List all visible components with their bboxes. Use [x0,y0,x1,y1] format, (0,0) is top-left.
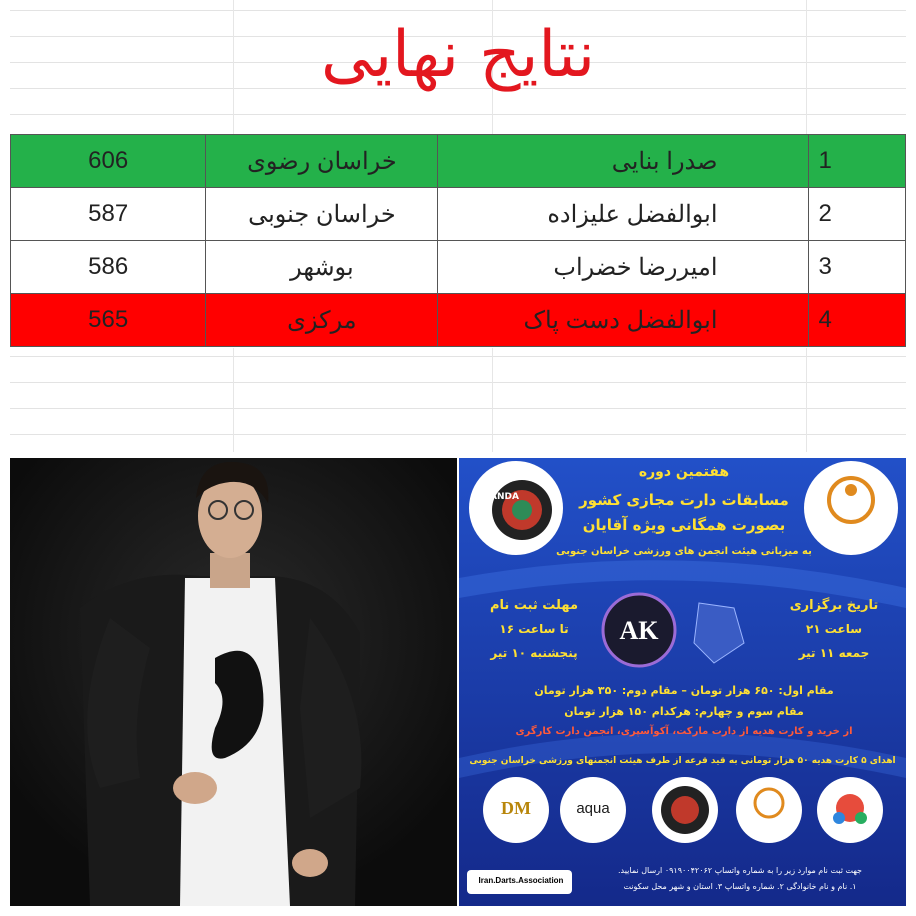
prize-line-2: مقام سوم و چهارم: هرکدام ۱۵۰ هزار تومان [564,705,804,718]
footer-line-2: ۱. نام و نام خانوادگی ۲. شماره واتساپ ۳. استان و شهر محل سکونت [623,882,857,891]
registration-label: مهلت ثبت نام [490,598,578,613]
poster-host: به میزبانی هیئت انجمن های ورزشی خراسان جنوبی [556,546,812,557]
poster-competition: مسابقات دارت مجازی کشور [579,491,789,509]
province-cell: مرکزی [206,294,438,347]
rank-cell: 1 [808,135,905,188]
event-day: جمعه ۱۱ تیر [798,646,870,660]
poster-edition: هفتمین دوره [638,464,730,480]
aqua-logo: aqua [576,800,610,817]
iranda-letters: IRANDA [479,492,519,502]
score-cell: 586 [11,241,206,294]
footer-line-1: جهت ثبت نام موارد زیر را به شماره واتساپ ۰۹۱۹۰۰۴۲۰۶۲ ارسال نمایید. [618,866,862,875]
grid-line [10,114,906,115]
page-title: نتایج نهایی [320,18,596,92]
grid-line [492,348,493,452]
result-row [11,188,906,241]
rank-cell: 3 [808,241,905,294]
grid-line [10,382,906,383]
registration-time: تا ساعت ۱۶ [499,622,569,636]
grid-line [233,348,234,452]
score-cell: 606 [11,135,206,188]
province-cell: بوشهر [206,241,438,294]
result-row [11,241,906,294]
player-portrait-illustration [10,458,457,906]
rank-cell: 2 [808,188,905,241]
score-cell: 565 [11,294,206,347]
province-cell: خراسان جنوبی [206,188,438,241]
score-cell: 587 [11,188,206,241]
grid-line [10,434,906,435]
poster-subtitle: بصورت همگانی ویژه آقایان [582,516,786,534]
grid-line [10,356,906,357]
province-cell: خراسان رضوی [206,135,438,188]
result-row [11,135,906,188]
prize-line-4: اهدای ۵ کارت هدیه ۵۰ هزار تومانی به قید قرعه از طرف هیئت انجمنهای ورزشی خراسان جنوبی [469,756,896,766]
rank-cell: 4 [808,294,905,347]
instagram-handle: Iran.Darts.Association [478,876,564,885]
result-row [11,294,906,347]
name-cell: ابوالفضل دست پاک [438,294,808,347]
prize-line-1: مقام اول: ۶۵۰ هزار تومان – مقام دوم: ۳۵۰ هزار تومان [534,684,834,697]
name-cell: صدرا بنایی [438,135,808,188]
registration-day: پنجشنبه ۱۰ تیر [490,646,578,660]
tournament-poster [459,458,906,906]
grid-line [10,10,906,11]
prize-line-3: از خرید و کارت هدیه از دارت مارکت، آکوآسپری، انجمن دارت کارگری [515,726,853,737]
event-date-label: تاریخ برگزاری [789,598,879,613]
grid-line [10,408,906,409]
spreadsheet-area [0,0,916,452]
event-time: ساعت ۲۱ [805,622,863,636]
name-cell: امیررضا خضراب [438,241,808,294]
ak-logo: AK [619,616,659,645]
name-cell: ابوالفضل علیزاده [438,188,808,241]
grid-line [806,348,807,452]
results-table [10,134,906,347]
dm-logo: DM [501,798,531,818]
player-photo [10,458,457,906]
